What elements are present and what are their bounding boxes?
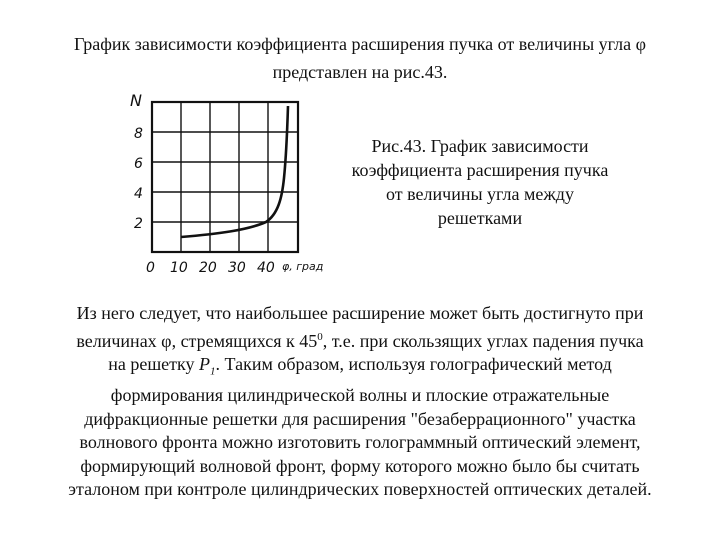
- x-tick-20: 20: [199, 260, 217, 276]
- body-line-2-a: величинах φ, стремящихся к 45: [76, 330, 318, 351]
- x-tick-0: 0: [146, 260, 155, 276]
- degree-superscript: 0: [317, 330, 323, 343]
- figure-caption: [322, 134, 638, 230]
- y-tick-2: 2: [134, 216, 143, 232]
- body-line-3: [14, 353, 706, 384]
- figure-43-graph: [118, 88, 338, 278]
- body-line-3-b: . Таким образом, используя голографический метод: [215, 354, 612, 374]
- body-line-3-a: на решетку: [108, 354, 200, 374]
- caption-line-3: от величины угла между: [386, 184, 574, 204]
- y-tick-4: 4: [134, 186, 143, 202]
- caption-line-4: решетками: [437, 208, 523, 228]
- heading-line-2: представлен на рис.43.: [272, 62, 448, 82]
- grating-symbol: P: [199, 354, 211, 374]
- graph-grid: [152, 102, 298, 252]
- heading-paragraph: [20, 30, 700, 86]
- body-line-1: Из него следует, что наибольшее расширение может быть достигнуто при: [76, 303, 644, 323]
- y-tick-8: 8: [134, 126, 143, 142]
- graph-curve: [181, 106, 288, 237]
- x-axis-label: φ, град: [282, 260, 324, 273]
- body-line-7: формирующий волновой фронт, форму которого можно было бы считать: [80, 455, 640, 476]
- grid-frame: [152, 102, 298, 252]
- body-line-6: волнового фронта можно изготовить голограммный оптический элемент,: [79, 432, 641, 453]
- x-tick-10: 10: [170, 260, 188, 276]
- body-line-2-b: , т.е. при скользящих углах падения пучка: [322, 330, 644, 351]
- body-line-4: формирования цилиндрической волны и плоские отражательные: [110, 385, 610, 406]
- x-tick-40: 40: [257, 260, 275, 276]
- grating-subscript: 1: [210, 365, 216, 378]
- caption-line-2: коэффициента расширения пучка: [351, 160, 609, 180]
- body-line-2: [14, 326, 706, 354]
- body-paragraph: [14, 302, 706, 502]
- y-axis-label: N: [130, 91, 142, 110]
- body-line-8: эталоном при контроле цилиндрических поверхностей оптических деталей.: [68, 479, 652, 500]
- body-line-5: дифракционные решетки для расширения "безаберрационного" участка: [84, 408, 636, 429]
- heading-line-1: График зависимости коэффициента расширения пучка от величины угла φ: [74, 34, 646, 54]
- caption-line-1: Рис.43. График зависимости: [371, 136, 589, 156]
- y-tick-6: 6: [134, 156, 143, 172]
- x-tick-30: 30: [228, 260, 246, 276]
- graph-svg: [118, 88, 338, 278]
